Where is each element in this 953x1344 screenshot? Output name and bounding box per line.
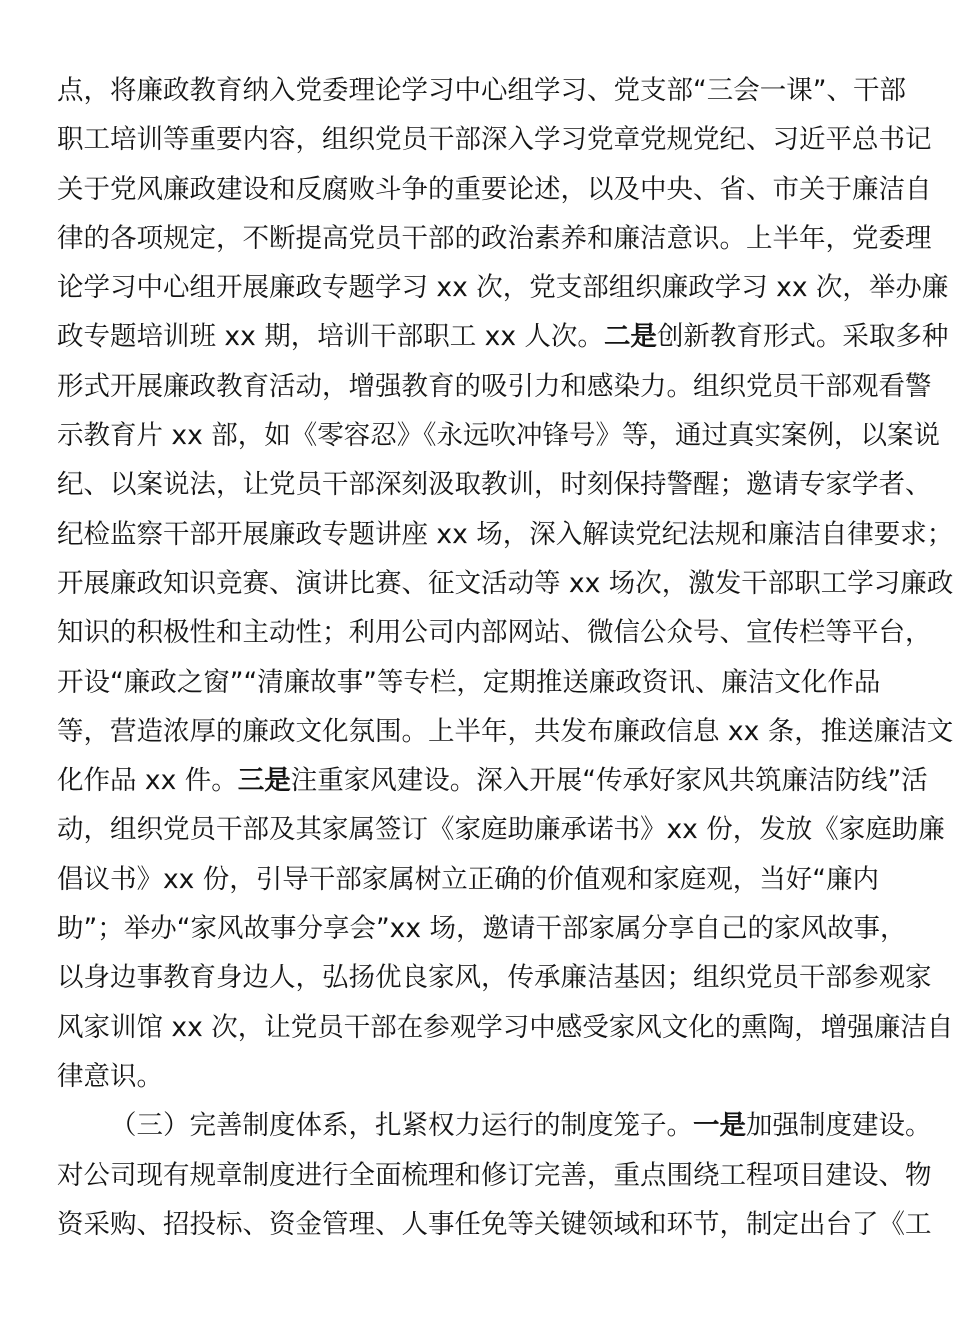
- text-line: 倡议书》xx 份，引导干部家属树立正确的价值观和家庭观，当好“廉内: [57, 863, 880, 895]
- text-line: 风家训馆 xx 次，让党员干部在参观学习中感受家风文化的熏陶，增强廉洁自: [57, 1011, 953, 1043]
- text-line: 律的各项规定，不断提高党员干部的政治素养和廉洁意识。上半年，党委理: [57, 222, 932, 254]
- text-line: 纪检监察干部开展廉政专题讲座 xx 场，深入解读党纪法规和廉洁自律要求；: [57, 518, 953, 550]
- text-line: 论学习中心组开展廉政专题学习 xx 次，党支部组织廉政学习 xx 次，举办廉: [57, 272, 949, 304]
- bold-marker: 一是: [693, 1110, 746, 1142]
- text-line: 律意识。: [57, 1060, 163, 1092]
- text-line: 职工培训等重要内容，组织党员干部深入学习党章党规党纪、习近平总书记: [57, 124, 932, 156]
- text-line: 知识的积极性和主动性；利用公司内部网站、微信公众号、宣传栏等平台，: [57, 617, 932, 649]
- text-line: 等，营造浓厚的廉政文化氛围。上半年，共发布廉政信息 xx 条，推送廉洁文: [57, 715, 953, 747]
- text-line: 化作品 xx 件。三是注重家风建设。深入开展“传承好家风共筑廉洁防线”活: [57, 765, 928, 797]
- text-line: 点，将廉政教育纳入党委理论学习中心组学习、党支部“三会一课”、干部: [57, 75, 906, 106]
- section-heading-line: （三）完善制度体系，扎紧权力运行的制度笼子。一是加强制度建设。: [110, 1110, 932, 1142]
- text-line: 示教育片 xx 部，如《零容忍》《永远吹冲锋号》等，通过真实案例，以案说: [57, 420, 940, 452]
- document-body: [57, 66, 953, 1249]
- bold-marker: 三是: [237, 765, 291, 797]
- text-line: 动，组织党员干部及其家属签订《家庭助廉承诺书》xx 份，发放《家庭助廉: [57, 814, 945, 846]
- text-line: 开设“廉政之窗”“清廉故事”等专栏，定期推送廉政资讯、廉洁文化作品: [57, 666, 881, 698]
- text-line: 资采购、招投标、资金管理、人事任免等关键领域和环节，制定出台了《工: [57, 1208, 932, 1240]
- text-line: 对公司现有规章制度进行全面梳理和修订完善，重点围绕工程项目建设、物: [57, 1159, 932, 1191]
- text-line: 关于党风廉政建设和反腐败斗争的重要论述，以及中央、省、市关于廉洁自: [57, 173, 932, 205]
- text-line: 形式开展廉政教育活动，增强教育的吸引力和感染力。组织党员干部观看警: [57, 370, 932, 402]
- text-line: 开展廉政知识竞赛、演讲比赛、征文活动等 xx 场次，激发干部职工学习廉政: [57, 567, 953, 599]
- text-line: 政专题培训班 xx 期，培训干部职工 xx 人次。二是创新教育形式。采取多种: [57, 321, 949, 353]
- text-line: 纪、以案说法，让党员干部深刻汲取教训，时刻保持警醒；邀请专家学者、: [57, 469, 932, 501]
- text-line: 以身边事教育身边人，弘扬优良家风，传承廉洁基因；组织党员干部参观家: [57, 962, 932, 994]
- bold-marker: 二是: [603, 321, 657, 353]
- text-line: 助”；举办“家风故事分享会”xx 场，邀请干部家属分享自己的家风故事，: [57, 913, 907, 945]
